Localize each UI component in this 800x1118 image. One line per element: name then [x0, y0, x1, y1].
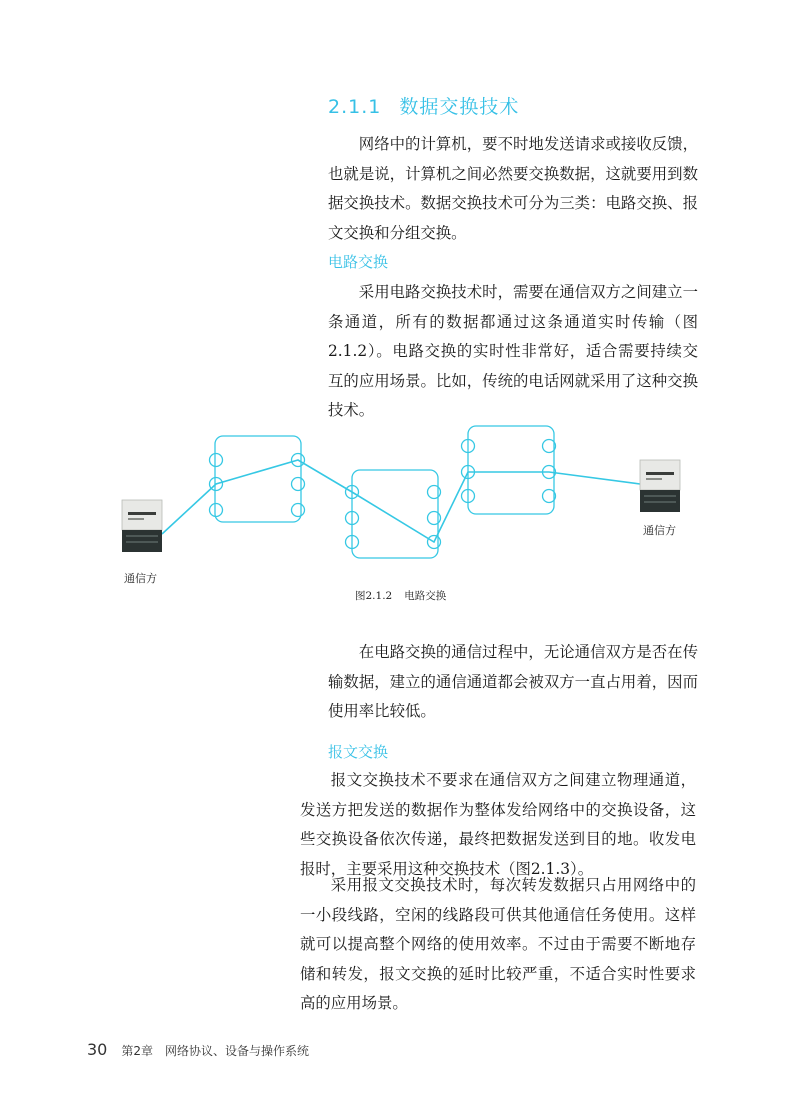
computer-terminal-icon — [640, 460, 680, 512]
left-party-label: 通信方 — [124, 572, 157, 585]
message-switching-heading: 报文交换 — [328, 743, 389, 761]
chapter-title: 网络协议、设备与操作系统 — [165, 1044, 310, 1058]
circuit-switching-heading: 电路交换 — [328, 253, 389, 271]
circuit-paragraph-2: 在电路交换的通信过程中，无论通信双方是否在传输数据，建立的通信通道都会被双方一直占用着，因而使用率比较低。 — [328, 643, 698, 720]
figure-title: 电路交换 — [404, 590, 447, 602]
computer-terminal-icon — [122, 500, 162, 552]
message-paragraph-2: 采用报文交换技术时，每次转发数据只占用网络中的一小段线路，空闲的线路段可供其他通信任务使用。这样就可以提高整个网络的使用效率。不过由于需要不断地存储和转发，报文交换的延时比较严重，不适合实时性要求高的应用场景。 — [300, 876, 696, 1012]
chapter-number: 第2章 — [121, 1044, 153, 1058]
circuit-path — [162, 460, 640, 542]
section-heading — [328, 92, 519, 119]
page-footer — [87, 1040, 309, 1059]
figure-caption — [355, 588, 446, 603]
switch-box-1 — [215, 436, 301, 522]
message-paragraph-1: 报文交换技术不要求在通信双方之间建立物理通道，发送方把发送的数据作为整体发给网络中的交换设备，这些交换设备依次传递，最终把数据发送到目的地。收发电报时，主要采用这种交换技术（图2.1.3）。 — [300, 771, 696, 878]
page-number: 30 — [87, 1040, 108, 1059]
circuit-paragraph-1: 采用电路交换技术时，需要在通信双方之间建立一条通道，所有的数据都通过这条通道实时传输（图2.1.2）。电路交换的实时性非常好，适合需要持续交互的应用场景。比如，传统的电话网就采用了这种交换技术。 — [328, 283, 698, 419]
switch-box-3 — [468, 426, 554, 514]
switch-box-2 — [352, 470, 438, 558]
intro-paragraph: 网络中的计算机，要不时地发送请求或接收反馈，也就是说，计算机之间必然要交换数据，这就要用到数据交换技术。数据交换技术可分为三类：电路交换、报文交换和分组交换。 — [328, 135, 698, 242]
circuit-switching-diagram — [110, 418, 700, 578]
section-title: 数据交换技术 — [399, 96, 520, 118]
section-number: 2.1.1 — [328, 96, 382, 118]
right-party-label: 通信方 — [643, 524, 676, 537]
figure-number: 图2.1.2 — [355, 590, 393, 602]
